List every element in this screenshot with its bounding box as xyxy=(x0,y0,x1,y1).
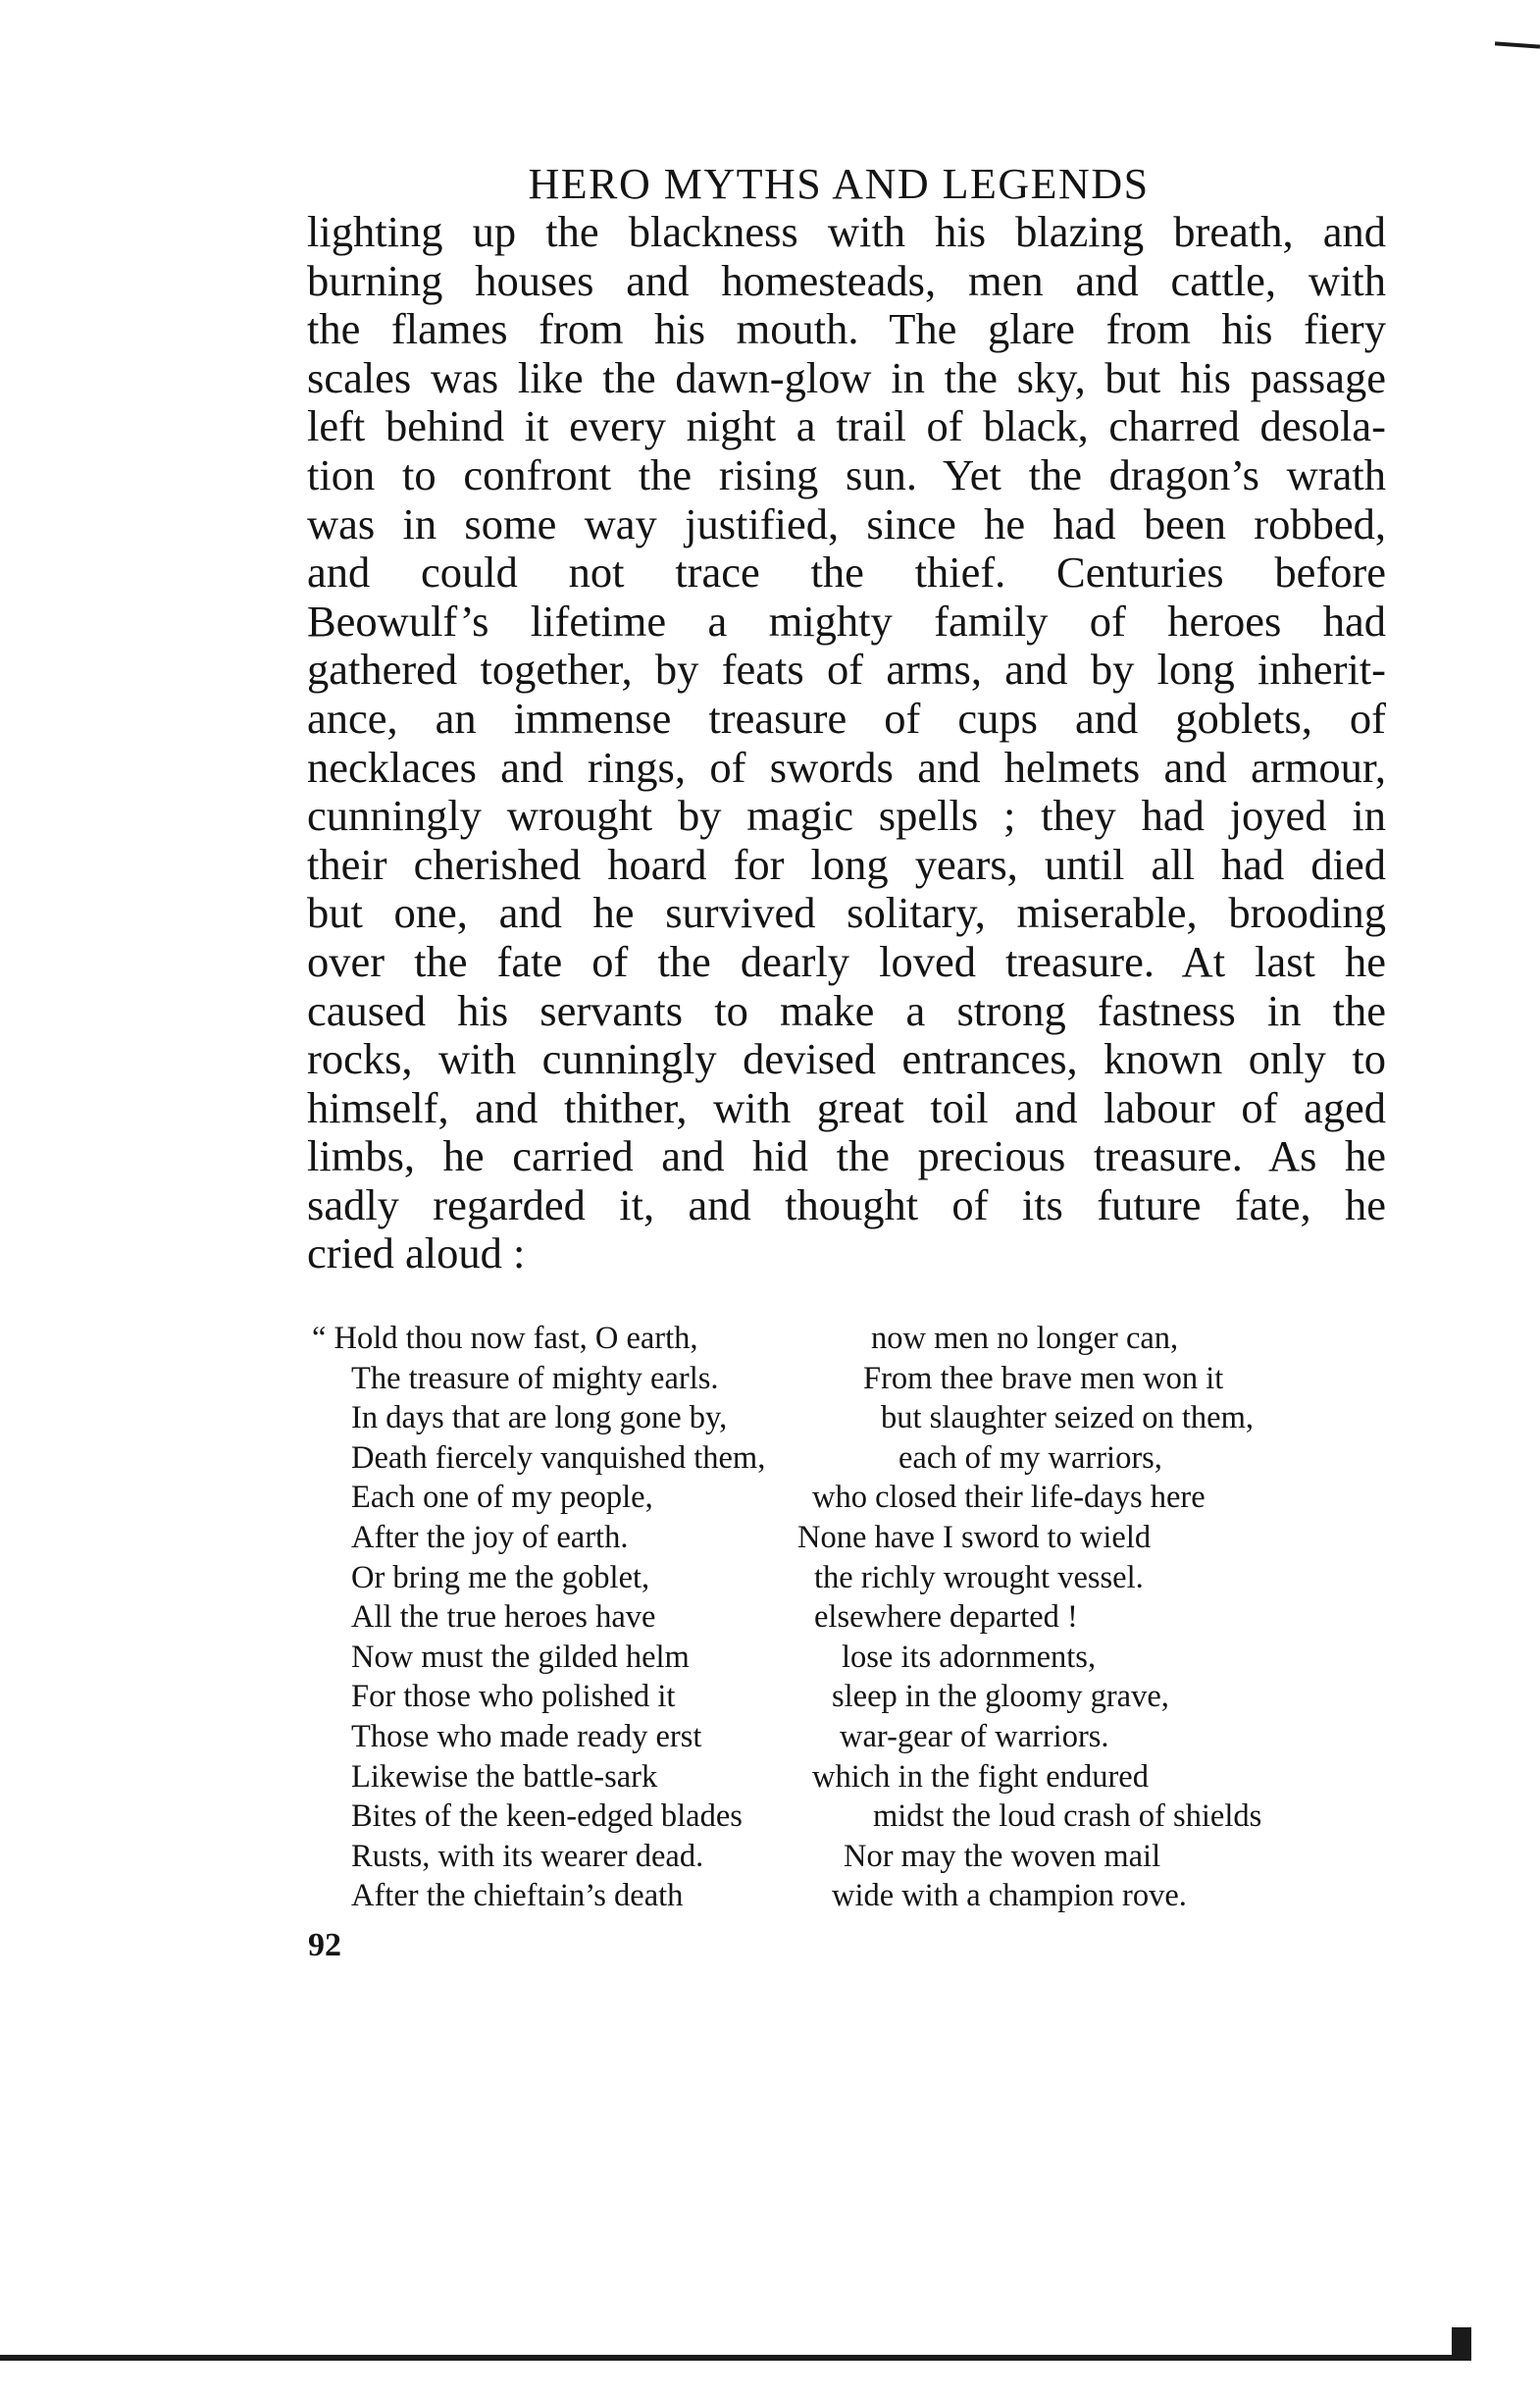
verse-line xyxy=(312,1518,1371,1558)
verse-first-half: In days that are long gone by, xyxy=(351,1400,728,1436)
verse-line xyxy=(312,1638,1371,1678)
verse-line xyxy=(312,1398,1371,1438)
verse-line xyxy=(312,1359,1371,1399)
verse-first-half: Each one of my people, xyxy=(351,1480,653,1516)
paragraph-line: caused his servants to make a strong fastness in the xyxy=(307,986,1386,1035)
paragraph-line: gathered together, by feats of arms, and by long inherit- xyxy=(307,646,1386,695)
verse-line xyxy=(312,1837,1371,1877)
verse-second-half: From thee brave men won it xyxy=(863,1360,1224,1396)
verse-second-half: Nor may the woven mail xyxy=(844,1838,1161,1874)
verse-second-half: sleep in the gloomy grave, xyxy=(832,1679,1169,1715)
verse-first-half: Likewise the battle-sark xyxy=(351,1758,658,1795)
paragraph-line: over the fate of the dearly loved treasure. At last he xyxy=(307,937,1386,986)
paragraph-line: the flames from his mouth. The glare from his fiery xyxy=(307,305,1386,354)
verse-first-half: Rusts, with its wearer dead. xyxy=(351,1838,704,1874)
paragraph-line: Beowulf’s lifetime a mighty family of heroes had xyxy=(307,597,1386,646)
prose-paragraph xyxy=(307,208,1386,1278)
verse-line xyxy=(312,1319,1371,1359)
verse-line xyxy=(312,1478,1371,1518)
page-number: 92 xyxy=(308,1927,341,1963)
verse-second-half: who closed their life-days here xyxy=(812,1480,1206,1516)
verse-line xyxy=(312,1438,1371,1479)
verse-first-half: Bites of the keen-edged blades xyxy=(351,1798,743,1835)
verse-line xyxy=(312,1797,1371,1837)
paragraph-line: was in some way justified, since he had been robbed, xyxy=(307,499,1386,548)
paragraph-line: their cherished hoard for long years, until all had died xyxy=(307,840,1386,889)
verse-line xyxy=(312,1876,1371,1916)
verse-first-half: The treasure of mighty earls. xyxy=(351,1360,719,1396)
paragraph-line: himself, and thither, with great toil and labour of aged xyxy=(307,1083,1386,1132)
verse-second-half: wide with a champion rove. xyxy=(832,1878,1187,1914)
verse-second-half: None have I sword to wield xyxy=(797,1519,1152,1555)
verse-block xyxy=(308,1319,1371,1963)
verse-first-half: Or bring me the goblet, xyxy=(351,1559,650,1595)
paragraph-line: burning houses and homesteads, men and cattle, with xyxy=(307,256,1386,305)
verse-second-half: the richly wrought vessel. xyxy=(814,1559,1144,1595)
verse-first-half: All the true heroes have xyxy=(351,1599,656,1636)
verse-line xyxy=(312,1597,1371,1638)
verse-second-half: but slaughter seized on them, xyxy=(881,1400,1254,1436)
paragraph-line: rocks, with cunningly devised entrances, known only to xyxy=(307,1035,1386,1084)
verse-second-half: war-gear of warriors. xyxy=(840,1718,1109,1754)
verse-line xyxy=(312,1677,1371,1717)
verse-line xyxy=(312,1558,1371,1598)
paragraph-line: limbs, he carried and hid the precious treasure. As he xyxy=(307,1132,1386,1181)
paragraph-line: ance, an immense treasure of cups and goblets, of xyxy=(307,694,1386,743)
verse-first-half: Now must the gilded helm xyxy=(351,1639,690,1675)
verse-first-half: Death fiercely vanquished them, xyxy=(351,1439,766,1476)
verse-first-half: “ Hold thou now fast, O earth, xyxy=(312,1321,698,1356)
verse-second-half: now men no longer can, xyxy=(871,1321,1179,1356)
verse-first-half: After the joy of earth. xyxy=(351,1519,629,1555)
paragraph-line: cunningly wrought by magic spells ; they had joyed in xyxy=(307,792,1386,841)
bottom-rule xyxy=(0,2355,1471,2361)
paragraph-line: and could not trace the thief. Centuries before xyxy=(307,548,1386,598)
paragraph-line: scales was like the dawn-glow in the sky, but his passage xyxy=(307,353,1386,402)
verse-line xyxy=(312,1757,1371,1798)
paragraph-line: cried aloud : xyxy=(307,1229,526,1278)
verse-first-half: For those who polished it xyxy=(351,1679,676,1715)
verse-second-half: which in the fight endured xyxy=(812,1758,1149,1795)
running-head: HERO MYTHS AND LEGENDS xyxy=(528,160,1150,208)
paragraph-line: lighting up the blackness with his blazing breath, and xyxy=(307,208,1386,256)
paragraph-line: but one, and he survived solitary, miserable, brooding xyxy=(307,889,1386,938)
corner-scan-mark xyxy=(1495,41,1540,48)
verse-second-half: midst the loud crash of shields xyxy=(873,1798,1262,1835)
paragraph-line: necklaces and rings, of swords and helmets and armour, xyxy=(307,743,1386,792)
verse-second-half: each of my warriors, xyxy=(898,1439,1162,1476)
verse-second-half: elsewhere departed ! xyxy=(814,1599,1078,1636)
verse-first-half: Those who made ready erst xyxy=(351,1718,702,1754)
verse-second-half: lose its adornments, xyxy=(842,1639,1097,1675)
paragraph-line: left behind it every night a trail of black, charred desola- xyxy=(307,402,1386,451)
paragraph-line: sadly regarded it, and thought of its future fate, he xyxy=(307,1180,1386,1229)
bottom-rule-tail xyxy=(1452,2327,1471,2361)
paragraph-line: tion to confront the rising sun. Yet the dragon’s wrath xyxy=(307,450,1386,499)
verse-line xyxy=(312,1717,1371,1757)
verse-first-half: After the chieftain’s death xyxy=(351,1878,684,1914)
